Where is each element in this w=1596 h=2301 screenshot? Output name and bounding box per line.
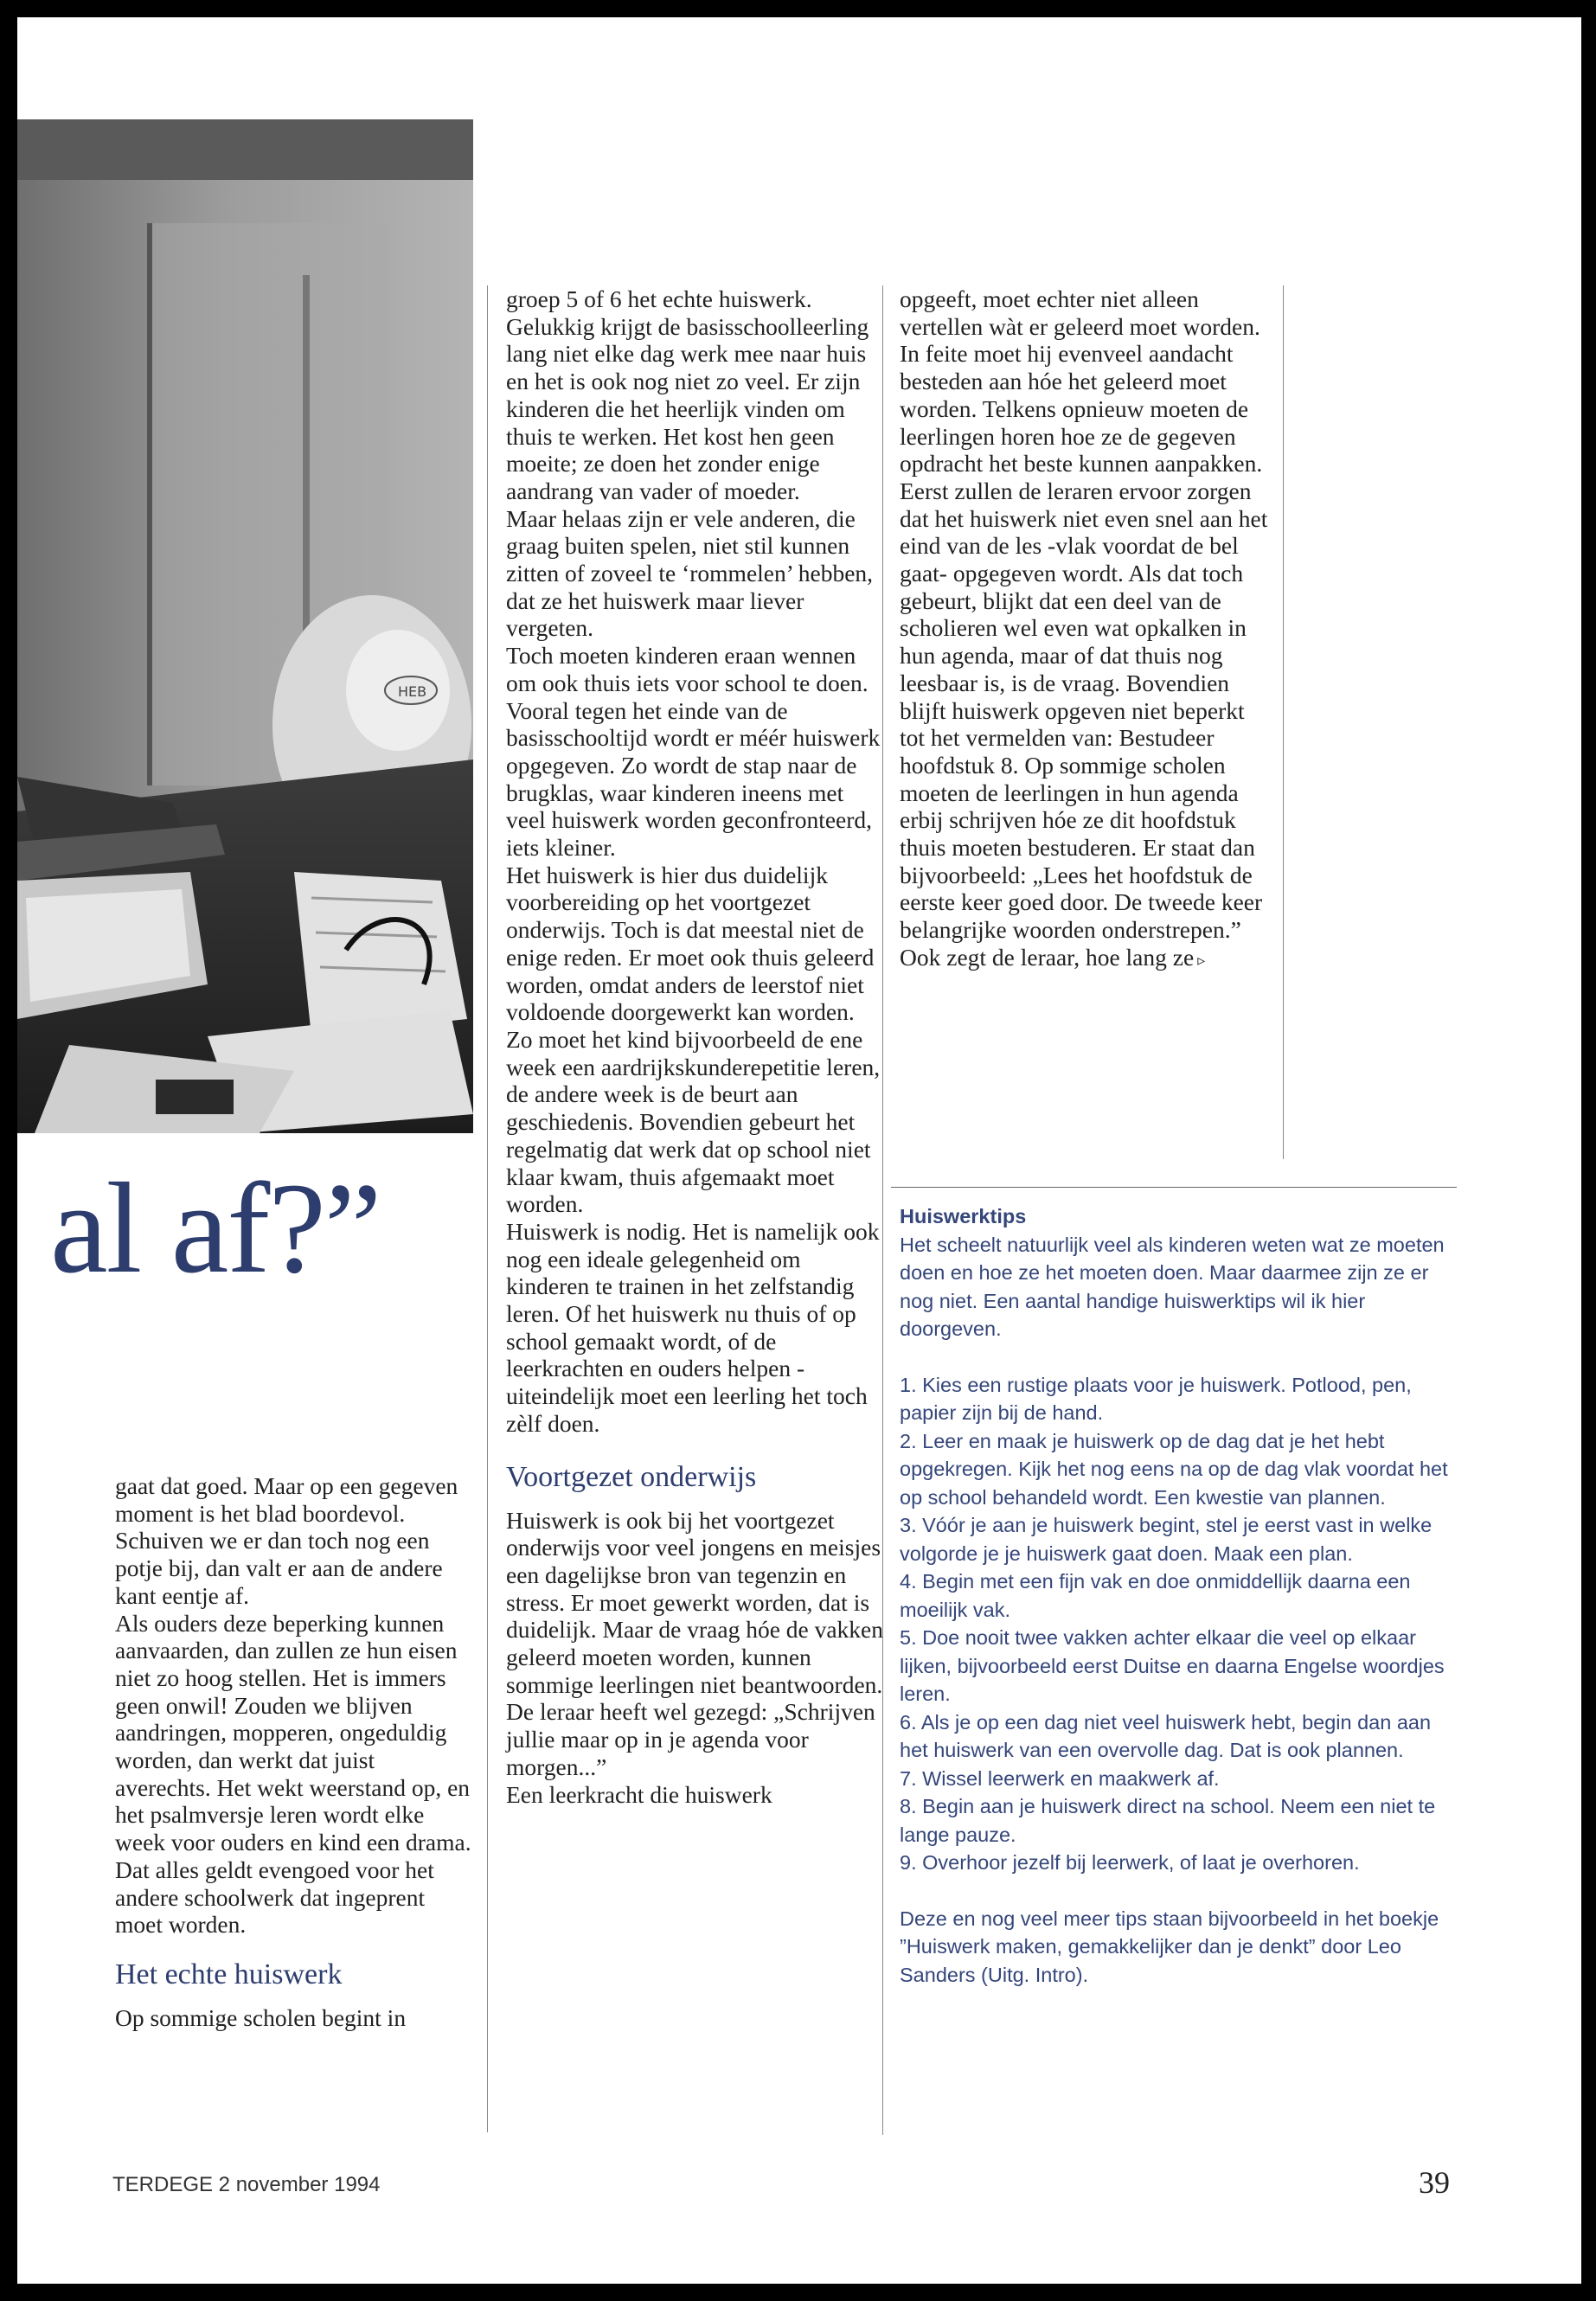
subheading-voortgezet-onderwijs: Voortgezet onderwijs <box>506 1460 757 1493</box>
paragraph: Het huiswerk is hier dus duidelijk voorbereiding op het voortgezet onderwijs. Toch is dat meestal niet de enige reden. Er moet ook thuis geleerd worden, omdat anders de leerstof niet voldoende doorgewerkt kan worden. Zo moet het kind bijvoorbeeld de ene week een aardrijkskunderepetitie leren, de andere week is de beurt aan geschiedenis. Bovendien gebeurt het regelmatig dat werk dat op school niet klaar kwam, thuis afgemaakt moet worden. <box>506 861 881 1218</box>
tip-item: 2. Leer en maak je huiswerk op de dag dat je het hebt opgekregen. Kijk het nog eens na op de dag vlak voordat het op school behandeld wordt. Een kwestie van plannen. <box>900 1429 1448 1509</box>
tips-outro: Deze en nog veel meer tips staan bijvoorbeeld in het boekje ”Huiswerk maken, gemakkelijker dan je denkt” door Leo Sanders (Uitg. Intro). <box>900 1907 1439 1986</box>
continue-arrow-icon: ▹ <box>1197 951 1206 970</box>
article-column-3 <box>900 285 1273 975</box>
paragraph: Een leerkracht die huiswerk <box>506 1780 772 1808</box>
page-number: 39 <box>1419 2165 1450 2200</box>
paragraph: Huiswerk is nodig. Het is namelijk ook nog een ideale gelegenheid om kinderen te trainen in het zelfstandig leren. Of het huiswerk nu thuis of op school gemaakt wordt, of de leerkrachten en ouders helpen - uiteindelijk moet een leerling het toch zèlf doen. <box>506 1217 880 1437</box>
scan-border-left <box>0 0 17 2301</box>
tip-item: 7. Wissel leerwerk en maakwerk af. <box>900 1766 1220 1790</box>
column-divider <box>487 285 488 2132</box>
paragraph-last <box>900 944 1273 975</box>
paragraph: Maar helaas zijn er vele anderen, die graag buiten spelen, niet stil kunnen zitten of zoveel te ‘rommelen’ hebben, dat ze het huiswerk maar liever vergeten. <box>506 504 874 642</box>
paragraph: Dat alles geldt evengoed voor het andere schoolwerk dat ingeprent moet worden. <box>115 1856 434 1939</box>
scan-border-right <box>1581 0 1596 2301</box>
tip-item: 4. Begin met een fijn vak en doe onmiddellijk daarna een moeilijk vak. <box>900 1570 1411 1621</box>
paragraph: gaat dat goed. Maar op een gegeven moment is het blad boordevol. Schuiven we er dan toch nog een potje bij, dan valt er aan de andere kant eentje af. <box>115 1472 458 1609</box>
tipbox-top-rule <box>891 1187 1457 1188</box>
paragraph: Huiswerk is ook bij het voortgezet onderwijs voor veel jongens en meisjes een dagelijkse bron van tegenzin en stress. Er moet gewerkt worden, dat is duidelijk. Maar de vraag hóe de vakken geleerd moeten worden, kunnen sommige leerlingen niet beantwoorden. De leraar heeft wel gezegd: „Schrijven jullie maar op in je agenda voor morgen...” <box>506 1506 884 1780</box>
article-column-2 <box>506 285 887 1808</box>
paragraph: groep 5 of 6 het echte huiswerk. Gelukkig krijgt de basisschoolleerling lang niet elke dag werk mee naar huis en het is ook nog niet zo veel. Er zijn kinderen die het heerlijk vinden om thuis te werken. Het kost hen geen moeite; ze doen het zonder enige aandrang van vader of moeder. <box>506 285 869 504</box>
bag-label: HEB <box>398 683 427 700</box>
scan-border-bottom <box>0 2284 1596 2301</box>
tip-item: 5. Doe nooit twee vakken achter elkaar die veel op elkaar lijken, bijvoorbeeld eerst Duitse en daarna Engelse woordjes leren. <box>900 1626 1445 1705</box>
headline: al af?” <box>50 1157 381 1300</box>
tip-item: 6. Als je op een dag niet veel huiswerk hebt, begin dan aan het huiswerk van een overvolle dag. Dat is ook plannen. <box>900 1710 1432 1761</box>
paragraph: Als ouders deze beperking kunnen aanvaarden, dan zullen ze hun eisen niet zo hoog stellen. Het is immers geen onwil! Zouden we blijven aandringen, mopperen, ongeduldig worden, dan werkt dat juist averechts. Het wekt weerstand op, en het psalmversje leren wordt elke week voor ouders en kind een drama. <box>115 1609 471 1856</box>
paragraph: opgeeft, moet echter niet alleen vertellen wàt er geleerd moet worden. In feite moet hij evenveel aandacht besteden aan hóe het geleerd moet worden. Telkens opnieuw moeten de leerlingen horen hoe ze de gegeven opdracht het beste kunnen aanpakken. <box>900 285 1263 478</box>
last-line-text: Ook zegt de leraar, hoe lang ze <box>900 943 1195 971</box>
paragraph: Eerst zullen de leraren ervoor zorgen dat het huiswerk niet even snel aan het eind van de les -vlak voordat de bel gaat- opgegeven wordt. Als dat toch gebeurt, blijkt dat een deel van de scholieren wel even wat opkalken in hun agenda, maar of dat thuis nog leesbaar is, is de vraag. Bovendien blijft huiswerk opgeven niet beperkt tot het vermelden van: Bestudeer hoofdstuk 8. Op sommige scholen moeten de leerlingen in hun agenda erbij schrijven hóe ze dit hoofdstuk thuis moeten bestuderen. Er staat dan bijvoorbeeld: „Lees het hoofdstuk de eerste keer goed door. De tweede keer belangrijke woorden onderstrepen.” <box>900 477 1268 944</box>
tips-title: Huiswerktips <box>900 1205 1027 1227</box>
column-divider <box>1283 285 1284 1159</box>
paragraph: Op sommige scholen begint in <box>115 2003 407 2031</box>
scan-border-top <box>0 0 1596 17</box>
tip-item: 1. Kies een rustige plaats voor je huiswerk. Potlood, pen, papier zijn bij de hand. <box>900 1373 1412 1424</box>
huiswerktips-box <box>900 1202 1453 1989</box>
paragraph: Toch moeten kinderen eraan wennen om ook thuis iets voor school te doen. Vooral tegen het einde van de basisschooltijd wordt er méér huiswerk opgegeven. Zo wordt de stap naar de brugklas, waar kinderen ineens met veel huiswerk worden geconfronteerd, iets kleiner. <box>506 642 881 862</box>
footer-publication: TERDEGE 2 november 1994 <box>112 2173 381 2196</box>
tip-item: 3. Vóór je aan je huiswerk begint, stel je eerst vast in welke volgorde je je huiswerk gaat doen. Maak een plan. <box>900 1514 1433 1565</box>
subheading-het-echte-huiswerk: Het echte huiswerk <box>115 1958 343 1990</box>
tips-intro: Het scheelt natuurlijk veel als kinderen weten wat ze moeten doen en hoe ze het moeten doen. Maar daarmee zijn ze er nog niet. Een aantal handige huiswerktips wil ik hier doorgeven. <box>900 1233 1445 1340</box>
tip-item: 8. Begin aan je huiswerk direct na school. Neem een niet te lange pauze. <box>900 1795 1436 1846</box>
tip-item: 9. Overhoor jezelf bij leerwerk, of laat je overhoren. <box>900 1851 1360 1874</box>
desk-photo <box>17 119 473 1133</box>
article-column-1 <box>115 1472 475 2032</box>
